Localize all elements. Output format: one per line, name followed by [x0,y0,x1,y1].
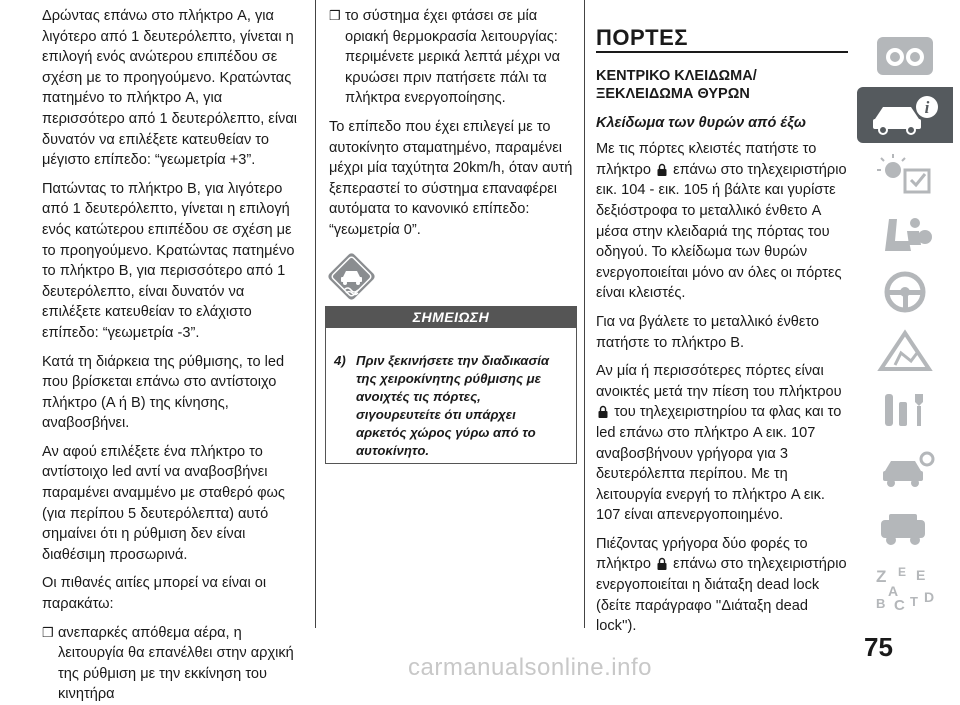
text-span: Με τις πόρτες κλειστές πατήστε το πλήκτρο [596,141,817,178]
column-3 [596,6,848,645]
text-span: επάνω στο τηλεχειριστήριο ενεργοποιείται η διάταξη dead lock (δείτε παράγραφο ''Διάταξη dead lock''). [596,556,847,635]
paragraph: Κατά τη διάρκεια της ρύθμισης, το led που βρίσκεται επάνω στο αντίστοιχο πλήκτρο (A ή B) της κίνησης, αναβοσβήνει. [42,353,285,432]
note-body [326,328,576,460]
alphabetical-index-icon[interactable] [857,559,953,615]
column-2 [329,6,577,249]
paragraph: Το επίπεδο που έχει επιλεγεί με το αυτοκίνητο σταματημένο, παραμένει μέχρι μία ταχύτητα 20km/h, όταν αυτή ξεπεραστεί το σύστημα επαναφέρει αυτόματα το κανονικό επίπεδο: “γεωμετρία 0”. [329,118,573,238]
note-title: ΣΗΜΕΙΩΣΗ [326,307,576,328]
svg-text:A: A [888,583,899,599]
car-dashboard-icon[interactable] [857,28,953,84]
subsubsection-title: Κλείδωμα των θυρών από έξω [596,114,806,131]
svg-text:T: T [910,594,918,609]
svg-text:B: B [876,596,886,611]
bullet-box-icon: ❒ [329,8,341,23]
watermark: carmanualsonline.info [408,654,652,681]
svg-text:D: D [924,589,935,605]
warning-triangle-icon[interactable] [857,323,953,379]
section-title: ΠΟΡΤΕΣ [596,25,688,50]
paragraph: Πατώντας το πλήκτρο B, για λιγότερο από 1 δευτερόλεπτο, γίνεται η επιλογή ενός κατώτερου επιπέδου σε σχέση με το προηγούμενο. Κρατώντας πατημένο το πλήκτρο B, για περισσότερο από 1 δευτερόλεπτο, είναι δυνατόν να επιλέξετε κατευθείαν το ελάχιστο επίπεδο: “γεωμετρία -3”. [42,180,295,341]
paragraph [596,361,848,526]
text-span: του τηλεχειριστηρίου τα φλας και το led επάνω στο πλήκτρο A εικ. 107 αναβοσβήνουν γρήγορα για 3 δευτερόλεπτα περίπου. Με τη λειτουργία ενεργή το πλήκτρο A εικ. 107 είναι απενεργοποιημένο. [596,404,842,524]
paragraph [596,534,848,637]
paragraph: Οι πιθανές αιτίες μπορεί να είναι οι παρακάτω: [42,575,267,613]
column-divider [315,0,316,628]
lights-check-icon[interactable] [857,146,953,202]
bullet-item [329,6,577,109]
column-divider [584,0,585,628]
paragraph [596,139,848,304]
bullet-box-icon: ❒ [42,624,54,640]
chapter-sidebar [857,28,953,618]
note-box [325,306,577,464]
svg-text:Z: Z [876,567,887,586]
text-span: Αν μία ή περισσότερες πόρτες είναι ανοικτές μετά την πίεση του πλήκτρου [596,363,842,400]
svg-text:E: E [916,567,926,583]
lock-icon [657,557,667,570]
specifications-icon[interactable] [857,500,953,556]
subsection-title-line-2: ΞΕΚΛΕΙΔΩΜΑ ΘΥΡΩΝ [596,85,750,102]
lock-icon [657,163,667,176]
column-1 [42,6,304,705]
bullet-text: το σύστημα έχει φτάσει σε μία οριακή θερμοκρασία λειτουργίας: περιμένετε μερικά λεπτά μέχρι να κρυώσει πριν πατήσετε πάλι τα πλήκτρα ενεργοποίησης. [345,8,561,107]
paragraph: Δρώντας επάνω στο πλήκτρο A, για λιγότερο από 1 δευτερόλεπτο, γίνεται η επιλογή ενός ανώτερου επιπέδου σε σχέση με το προηγούμενο. Κρατώντας πατημένο το πλήκτρο A, για περισσότερο από 1 δευτερόλεπτο, είναι δυνατόν να επιλέξετε κατευθείαν το μέγιστο επίπεδο: “γεωμετρία +3”. [42,8,298,169]
seat-airbag-icon[interactable] [857,205,953,261]
steering-wheel-icon[interactable] [857,264,953,320]
tools-icon[interactable] [857,382,953,438]
text-span: επάνω στο τηλεχειριστήριο εικ. 104 - εικ. 105 ή βάλτε και γυρίστε δεξιόστροφα το μεταλλικό ένθετο A μέσα στην κλειδαριά της πόρτας του οδηγού. Το κλείδωμα των θυρών ενεργοποιείται μόνο αν όλες οι πόρτες είναι κλειστές. [596,161,847,302]
subsection-title-line-1: ΚΕΝΤΡΙΚΟ ΚΛΕΙΔΩΜΑ/ [596,67,757,84]
note-number: 4) [334,353,346,368]
page-number: 75 [864,632,893,662]
paragraph: Για να βγάλετε το μεταλλικό ένθετο πατήστε το πλήκτρο B. [596,313,820,351]
paragraph: Αν αφού επιλέξετε ένα πλήκτρο το αντίστοιχο led αντί να αναβοσβήνει παραμένει αναμμένο με σταθερό φως (για περίπου 5 δευτερόλεπτα) αυτό σημαίνει ότι η ρύθμιση δεν είναι διαθέσιμη προσωρινά. [42,443,285,563]
note-text: Πριν ξεκινήσετε την διαδικασία της χειροκίνητης ρύθμισης με ανοιχτές τις πόρτες, σιγουρευτείτε ότι υπάρχει αρκετός χώρος γύρω από το αυτοκίνητο. [356,353,550,458]
car-service-icon[interactable] [857,441,953,497]
slippery-road-warning-icon [325,250,378,303]
subsection-title [596,67,848,103]
text-span: Πιέζοντας γρήγορα δύο φορές το πλήκτρο [596,535,808,573]
section-rule [596,51,848,53]
bullet-text: ανεπαρκές απόθεμα αέρα, η λειτουργία θα επανέλθει στην αρχική της ρύθμιση με την εκκίνηση του κινητήρα [58,624,294,703]
lock-icon [598,405,608,418]
svg-text:i: i [924,98,930,117]
svg-text:C: C [894,597,905,612]
svg-text:E: E [898,565,907,579]
car-info-icon[interactable] [857,87,953,143]
bullet-item [42,623,304,705]
